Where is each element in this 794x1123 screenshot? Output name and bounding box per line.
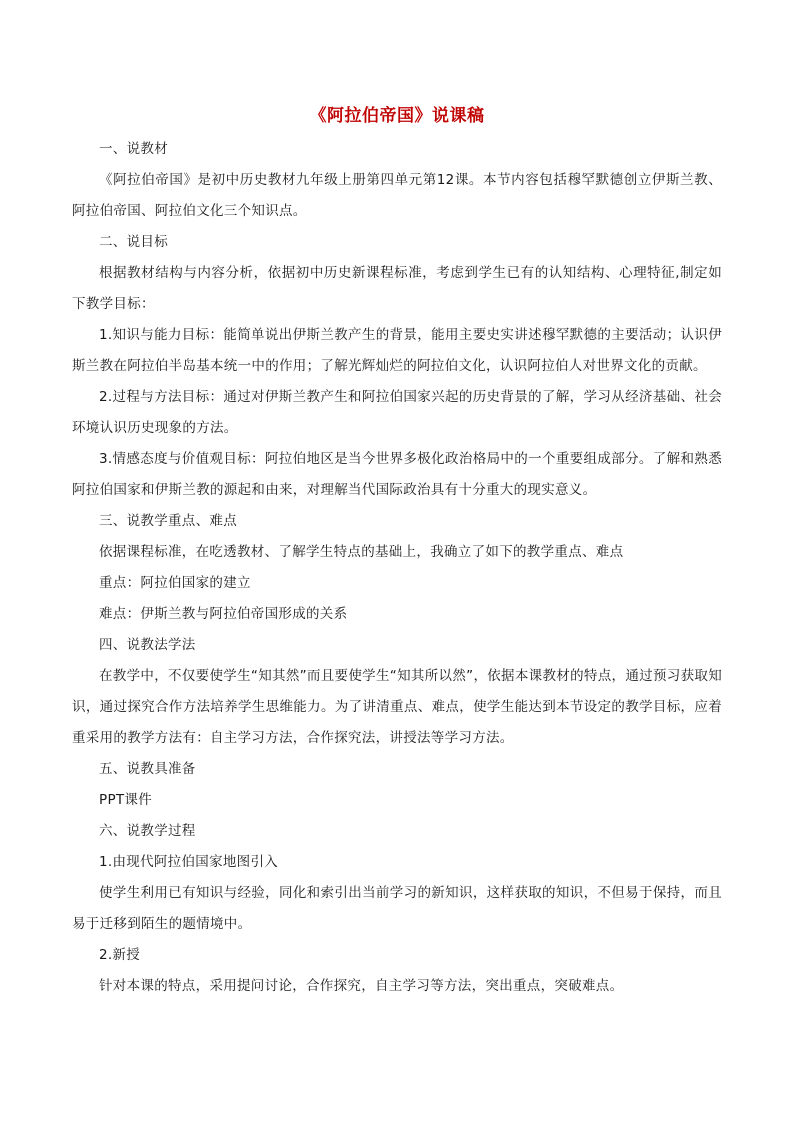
section-heading-methods: 四、说教法学法 xyxy=(99,637,196,653)
paragraph-goal-process: 2.过程与方法目标：通过对伊斯兰教产生和阿拉伯国家兴起的历史背景的了解，学习从经济基础、社会环境认识历史现象的方法。 xyxy=(72,389,722,436)
paragraph-goal-knowledge: 1.知识与能力目标：能简单说出伊斯兰教产生的背景，能用主要史实讲述穆罕默德的主要活动；认识伊斯兰教在阿拉伯半岛基本统一中的作用；了解光辉灿烂的阿拉伯文化，认识阿拉伯人对世界文化的贡献。 xyxy=(72,327,722,374)
paragraph-textbook: 《阿拉伯帝国》是初中历史教材九年级上册第四单元第12课。本节内容包括穆罕默德创立伊斯兰教、阿拉伯帝国、阿拉伯文化三个知识点。 xyxy=(72,172,722,219)
paragraph-methods: 在教学中，不仅要使学生“知其然”而且要使学生“知其所以然”，依据本课教材的特点，通过预习获取知识，通过探究合作方法培养学生思维能力。为了讲清重点、难点，使学生能达到本节设定的教学目标，应着重采用的教学方法有：自主学习方法，合作探究法，讲授法等学习方法。 xyxy=(72,668,722,746)
section-heading-process: 六、说教学过程 xyxy=(99,823,196,839)
paragraph-process-step-1: 1.由现代阿拉伯国家地图引入 xyxy=(99,854,279,870)
document-title: 《阿拉伯帝国》说课稿 xyxy=(309,106,485,126)
paragraph-key-point: 重点：阿拉伯国家的建立 xyxy=(99,575,251,591)
paragraph-goal-emotion: 3.情感态度与价值观目标：阿拉伯地区是当今世界多极化政治格局中的一个重要组成部分。了解和熟悉阿拉伯国家和伊斯兰教的源起和由来，对理解当代国际政治具有十分重大的现实意义。 xyxy=(72,451,722,498)
section-heading-key-points: 三、说教学重点、难点 xyxy=(99,513,237,529)
section-heading-textbook: 一、说教材 xyxy=(99,141,168,157)
paragraph-difficult-point: 难点：伊斯兰教与阿拉伯帝国形成的关系 xyxy=(99,606,348,622)
paragraph-process-step-2-detail: 针对本课的特点，采用提问讨论，合作探究，自主学习等方法，突出重点，突破难点。 xyxy=(99,978,624,994)
section-heading-materials: 五、说教具准备 xyxy=(99,761,196,777)
paragraph-process-step-1-detail: 使学生利用已有知识与经验，同化和索引出当前学习的新知识，这样获取的知识，不但易于保持，而且易于迁移到陌生的题情境中。 xyxy=(72,885,722,932)
paragraph-process-step-2: 2.新授 xyxy=(99,947,141,963)
section-heading-goals: 二、说目标 xyxy=(99,234,168,250)
paragraph-materials: PPT课件 xyxy=(99,792,153,808)
paragraph-key-points-intro: 依据课程标准，在吃透教材、了解学生特点的基础上，我确立了如下的教学重点、难点 xyxy=(99,544,624,560)
paragraph-goals-intro: 根据教材结构与内容分析，依据初中历史新课程标准，考虑到学生已有的认知结构、心理特征,制定如下教学目标： xyxy=(72,265,722,312)
